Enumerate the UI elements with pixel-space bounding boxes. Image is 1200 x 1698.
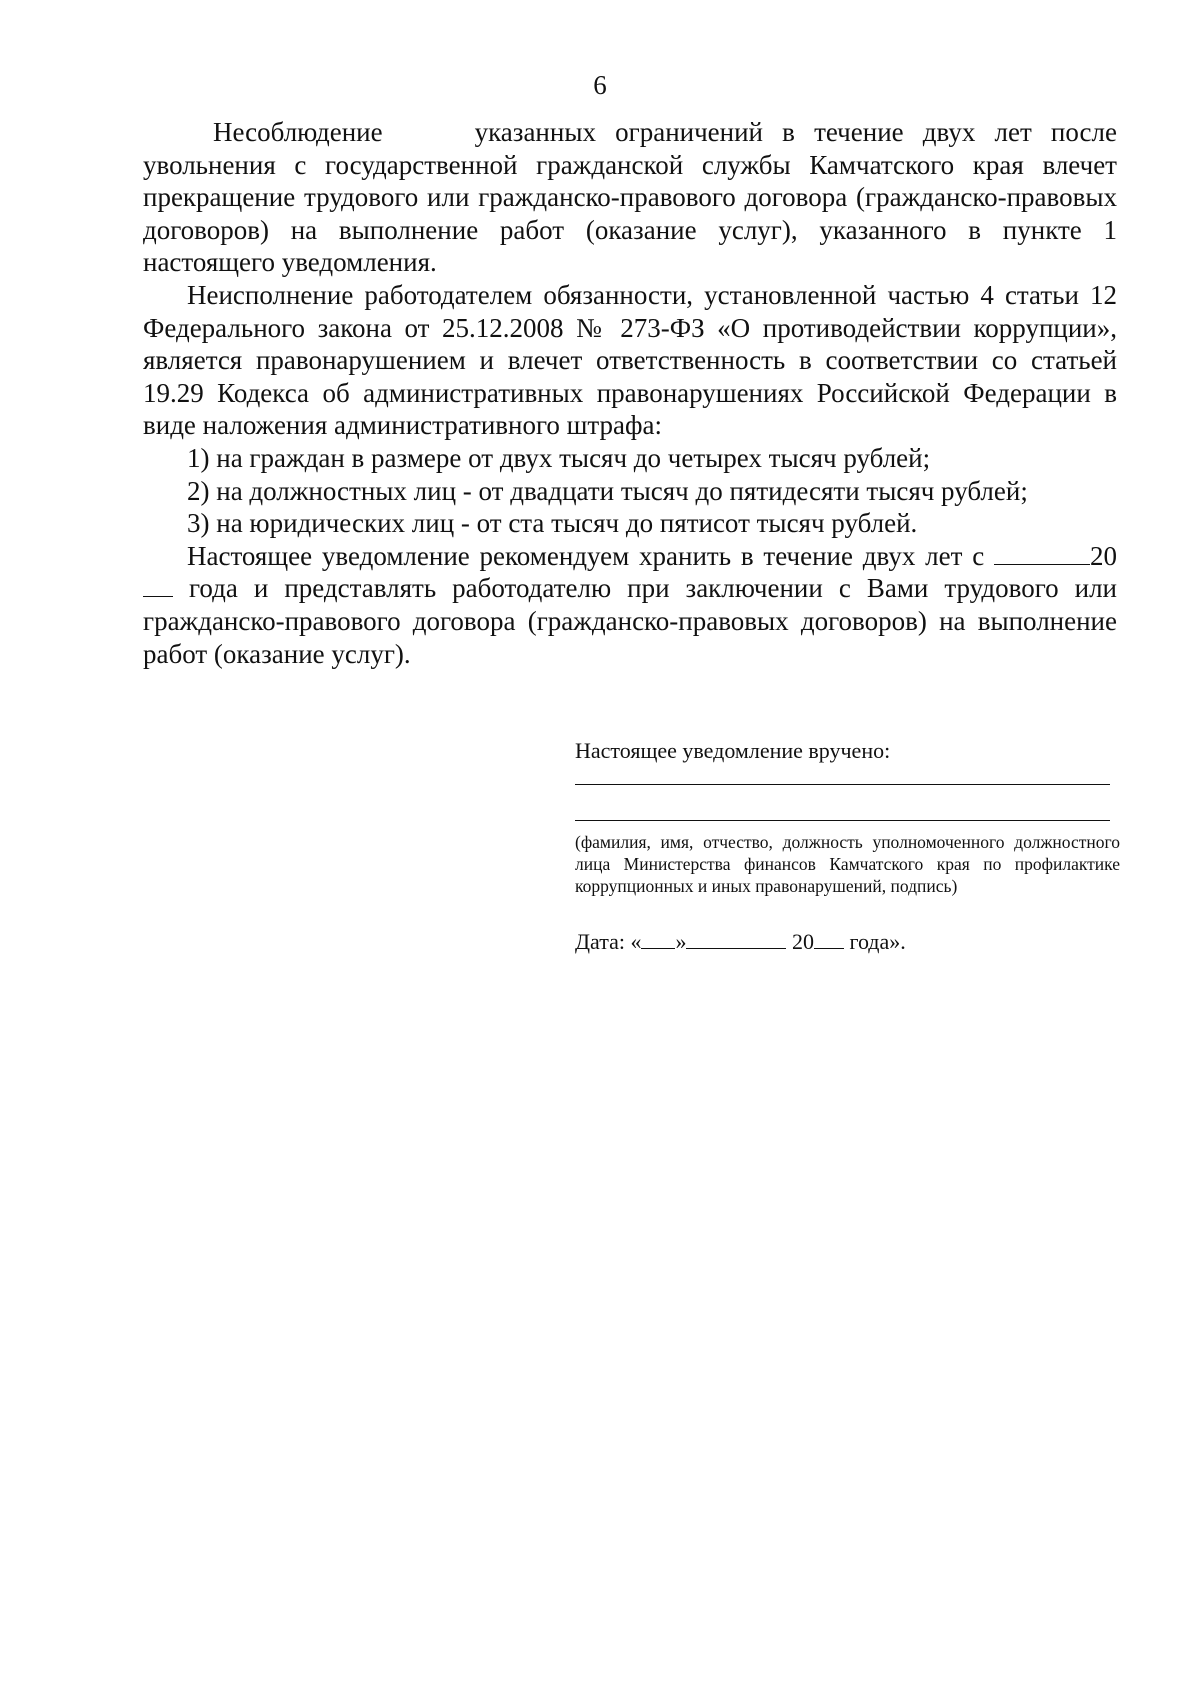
date-line [575, 927, 1120, 957]
paragraph-noncompliance-start: Несоблюдение [213, 117, 383, 147]
paragraph-noncompliance [143, 116, 1117, 279]
signature-title: Настоящее уведомление вручено: [575, 738, 891, 763]
page-number: 6 [593, 70, 607, 100]
storage-year: 20 [1090, 540, 1118, 571]
date-quote-close: » [675, 929, 687, 954]
paragraph-storage [143, 540, 1117, 670]
signature-line-1 [575, 783, 1110, 785]
signature-line-2 [575, 819, 1110, 821]
paragraph-noncompliance-rest: указанных ограничений в течение двух лет после увольнения с государственной гражданской службы Камчатского края влечет прекращение трудового или гражданско-правового договора (гражданско-правовых договоров) на выполнение работ (оказание услуг), указанного в пункте 1 настоящего уведомления. [143, 117, 1117, 278]
date-suffix: года». [849, 929, 906, 954]
fine-item-2: 2) на должностных лиц - от двадцати тысяч до пятидесяти тысяч рублей; [187, 475, 1028, 506]
signature-block [575, 736, 1120, 957]
paragraph-storage-start: Настоящее уведомление рекомендуем хранить в течение двух лет с [187, 540, 985, 571]
fine-item-1: 1) на граждан в размере от двух тысяч до четырех тысяч рублей; [187, 442, 931, 473]
blank-day-line [641, 928, 675, 949]
fine-item-3: 3) на юридических лиц - от ста тысяч до пятисот тысяч рублей. [187, 508, 918, 539]
blank-month-line [686, 928, 786, 949]
signature-note: (фамилия, имя, отчество, должность уполномоченного должностного лица Министерства финансов Камчатского края по профилактике коррупционных и иных правонарушений, подпись) [575, 832, 1120, 896]
paragraph-employer-liability: Неисполнение работодателем обязанности, установленной частью 4 статьи 12 Федерального закона от 25.12.2008 № 273-ФЗ «О противодействии коррупции», является правонарушением и влечет ответственность в соответствии со статьей 19.29 Кодекса об административных правонарушениях Российской Федерации в виде наложения административного штрафа: [143, 279, 1117, 441]
blank-date-line [994, 542, 1090, 565]
paragraph-storage-rest: года и представлять работодателю при заключении с Вами трудового или гражданско-правового договора (гражданско-правовых договоров) на выполнение работ (оказание услуг). [143, 573, 1118, 669]
date-year: 20 [791, 929, 814, 954]
blank-date-year-line [814, 928, 844, 949]
document-body [143, 116, 1117, 670]
date-label: Дата: « [575, 929, 642, 954]
blank-year-line [143, 574, 173, 597]
